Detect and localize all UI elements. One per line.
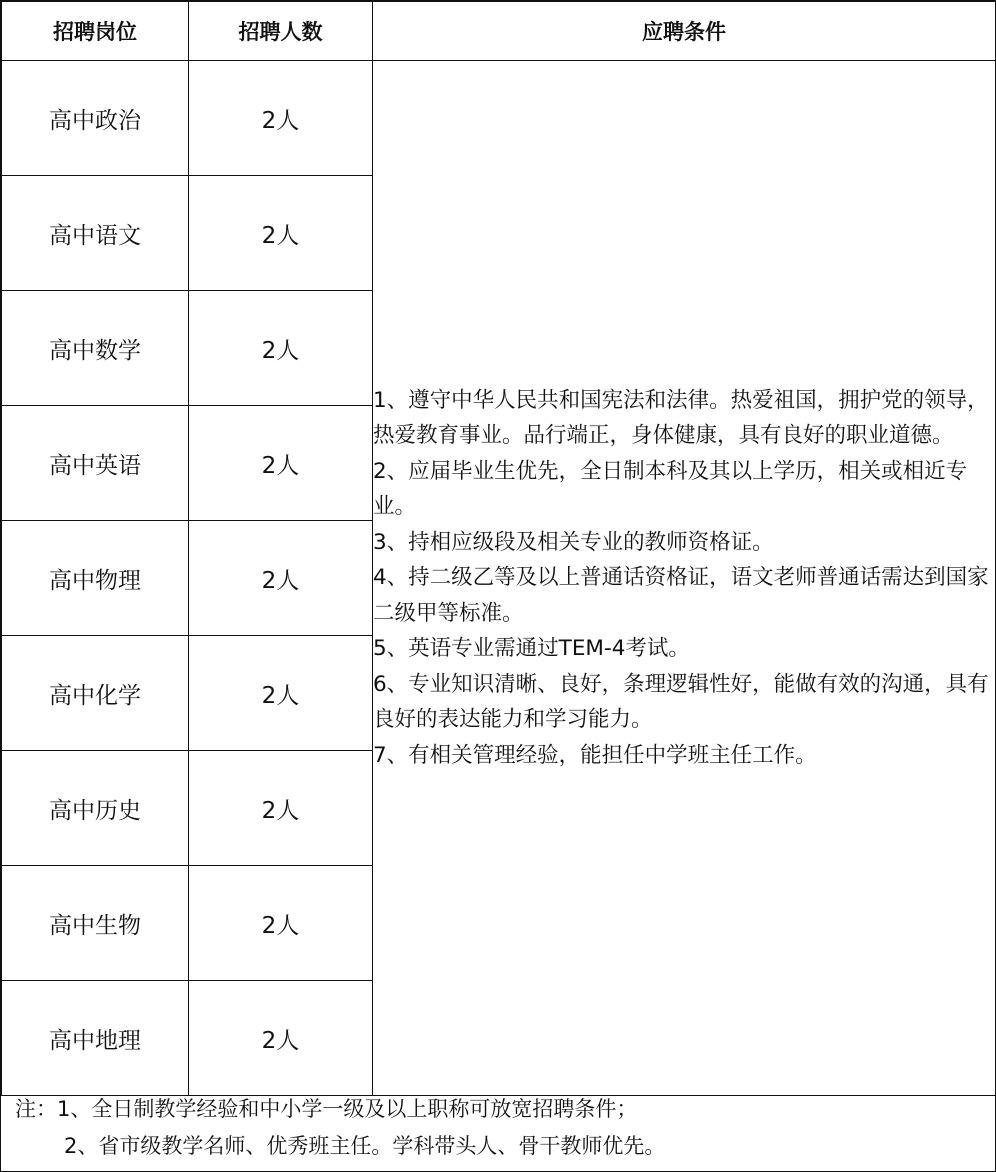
requirement-item: 5、英语专业需通过TEM-4考试。 xyxy=(373,636,690,662)
count-cell: 2人 xyxy=(189,61,373,176)
header-requirements: 应聘条件 xyxy=(373,2,996,61)
recruitment-table xyxy=(1,1,996,1096)
note-line-2: 2、省市级教学名师、优秀班主任。学科带头人、骨干教师优先。 xyxy=(64,1134,666,1158)
position-cell: 高中历史 xyxy=(2,751,189,866)
header-position: 招聘岗位 xyxy=(2,2,189,61)
position-cell: 高中政治 xyxy=(2,61,189,176)
position-cell: 高中数学 xyxy=(2,291,189,406)
header-count: 招聘人数 xyxy=(189,2,373,61)
count-cell: 2人 xyxy=(189,176,373,291)
requirement-item: 1、遵守中华人民共和国宪法和法律。热爱祖国，拥护党的领导，热爱教育事业。品行端正，身体健康，具有良好的职业道德。 xyxy=(373,387,989,449)
count-cell: 2人 xyxy=(189,751,373,866)
requirement-item: 4、持二级乙等及以上普通话资格证，语文老师普通话需达到国家二级甲等标准。 xyxy=(373,565,989,626)
table-header-row xyxy=(2,2,996,61)
position-cell: 高中物理 xyxy=(2,521,189,636)
count-cell: 2人 xyxy=(189,636,373,751)
notes-section xyxy=(15,1091,665,1165)
requirement-item: 6、专业知识清晰、良好，条理逻辑性好，能做有效的沟通，具有良好的表达能力和学习能力。 xyxy=(373,671,989,733)
count-cell: 2人 xyxy=(189,291,373,406)
requirement-item: 3、持相应级段及相关专业的教师资格证。 xyxy=(373,529,774,555)
table-row xyxy=(2,61,996,176)
count-cell: 2人 xyxy=(189,406,373,521)
note-line-1: 注：1、全日制教学经验和中小学一级及以上职称可放宽招聘条件； xyxy=(15,1097,638,1121)
position-cell: 高中生物 xyxy=(2,866,189,981)
position-cell: 高中语文 xyxy=(2,176,189,291)
count-cell: 2人 xyxy=(189,981,373,1096)
position-cell: 高中英语 xyxy=(2,406,189,521)
position-cell: 高中化学 xyxy=(2,636,189,751)
count-cell: 2人 xyxy=(189,521,373,636)
requirements-cell xyxy=(373,61,996,1096)
count-cell: 2人 xyxy=(189,866,373,981)
requirement-item: 7、有相关管理经验，能担任中学班主任工作。 xyxy=(373,742,817,768)
position-cell: 高中地理 xyxy=(2,981,189,1096)
requirement-item: 2、应届毕业生优先，全日制本科及其以上学历，相关或相近专业。 xyxy=(373,458,968,520)
